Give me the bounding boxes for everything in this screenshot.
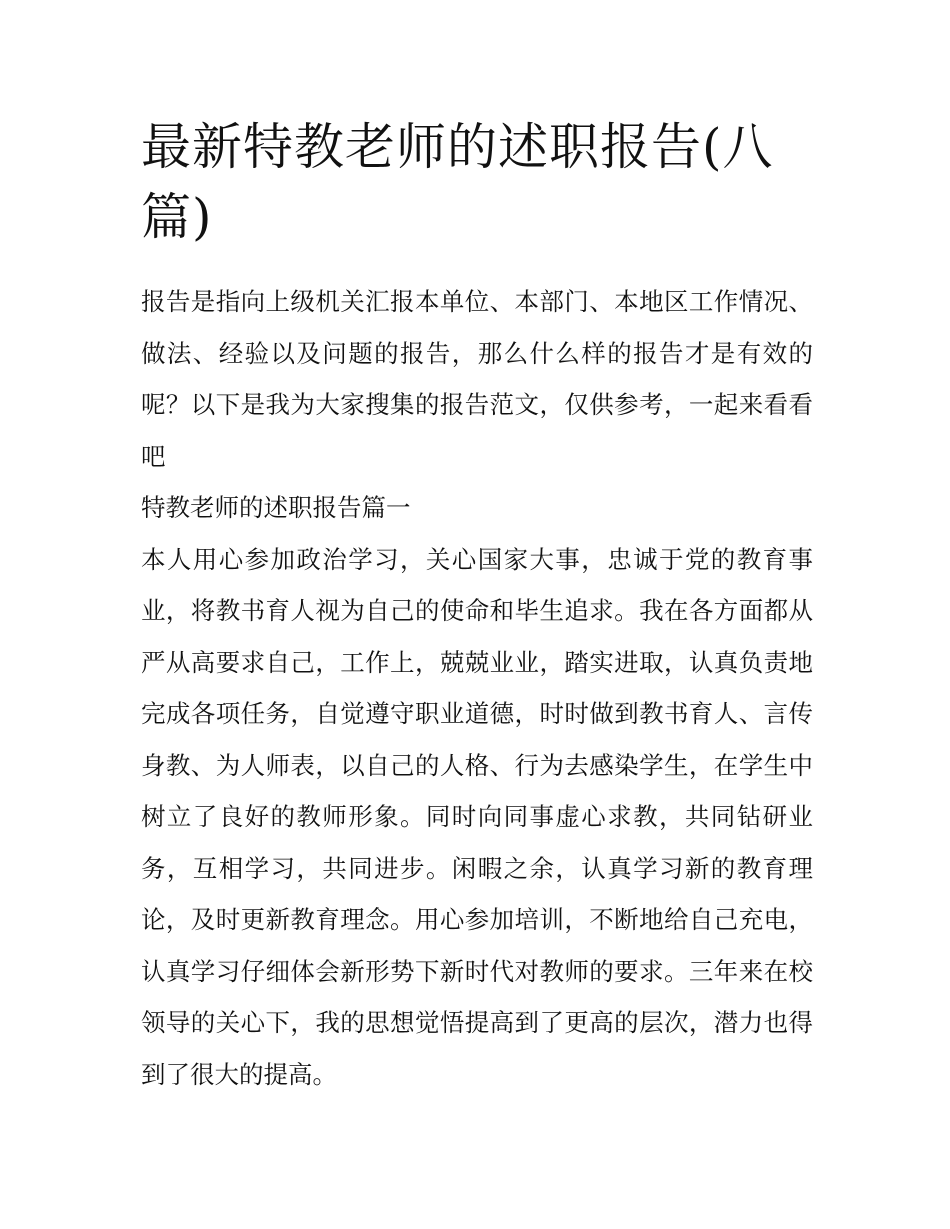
document-title: 最新特教老师的述职报告(八篇) <box>141 118 774 246</box>
intro-paragraph: 报告是指向上级机关汇报本单位、本部门、本地区工作情况、做法、经验以及问题的报告，那么什么样的报告才是有效的呢？以下是我为大家搜集的报告范文，仅供参考，一起来看看吧 <box>141 287 813 471</box>
document-content <box>141 112 813 1100</box>
section-heading: 特教老师的述职报告篇一 <box>141 493 411 522</box>
body-paragraph: 本人用心参加政治学习，关心国家大事，忠诚于党的教育事业，将教书育人视为自己的使命和毕生追求。我在各方面都从严从高要求自己，工作上，兢兢业业，踏实进取，认真负责地完成各项任务，自觉遵守职业道德，时时做到教书育人、言传身教、为人师表，以自己的人格、行为去感染学生，在学生中树立了良好的教师形象。同时向同事虚心求教，共同钻研业务，互相学习，共同进步。闲暇之余，认真学习新的教育理论，及时更新教育理念。用心参加培训，不断地给自己充电，认真学习仔细体会新形势下新时代对教师的要求。三年来在校领导的关心下，我的思想觉悟提高到了更高的层次，潜力也得到了很大的提高。 <box>141 544 813 1089</box>
